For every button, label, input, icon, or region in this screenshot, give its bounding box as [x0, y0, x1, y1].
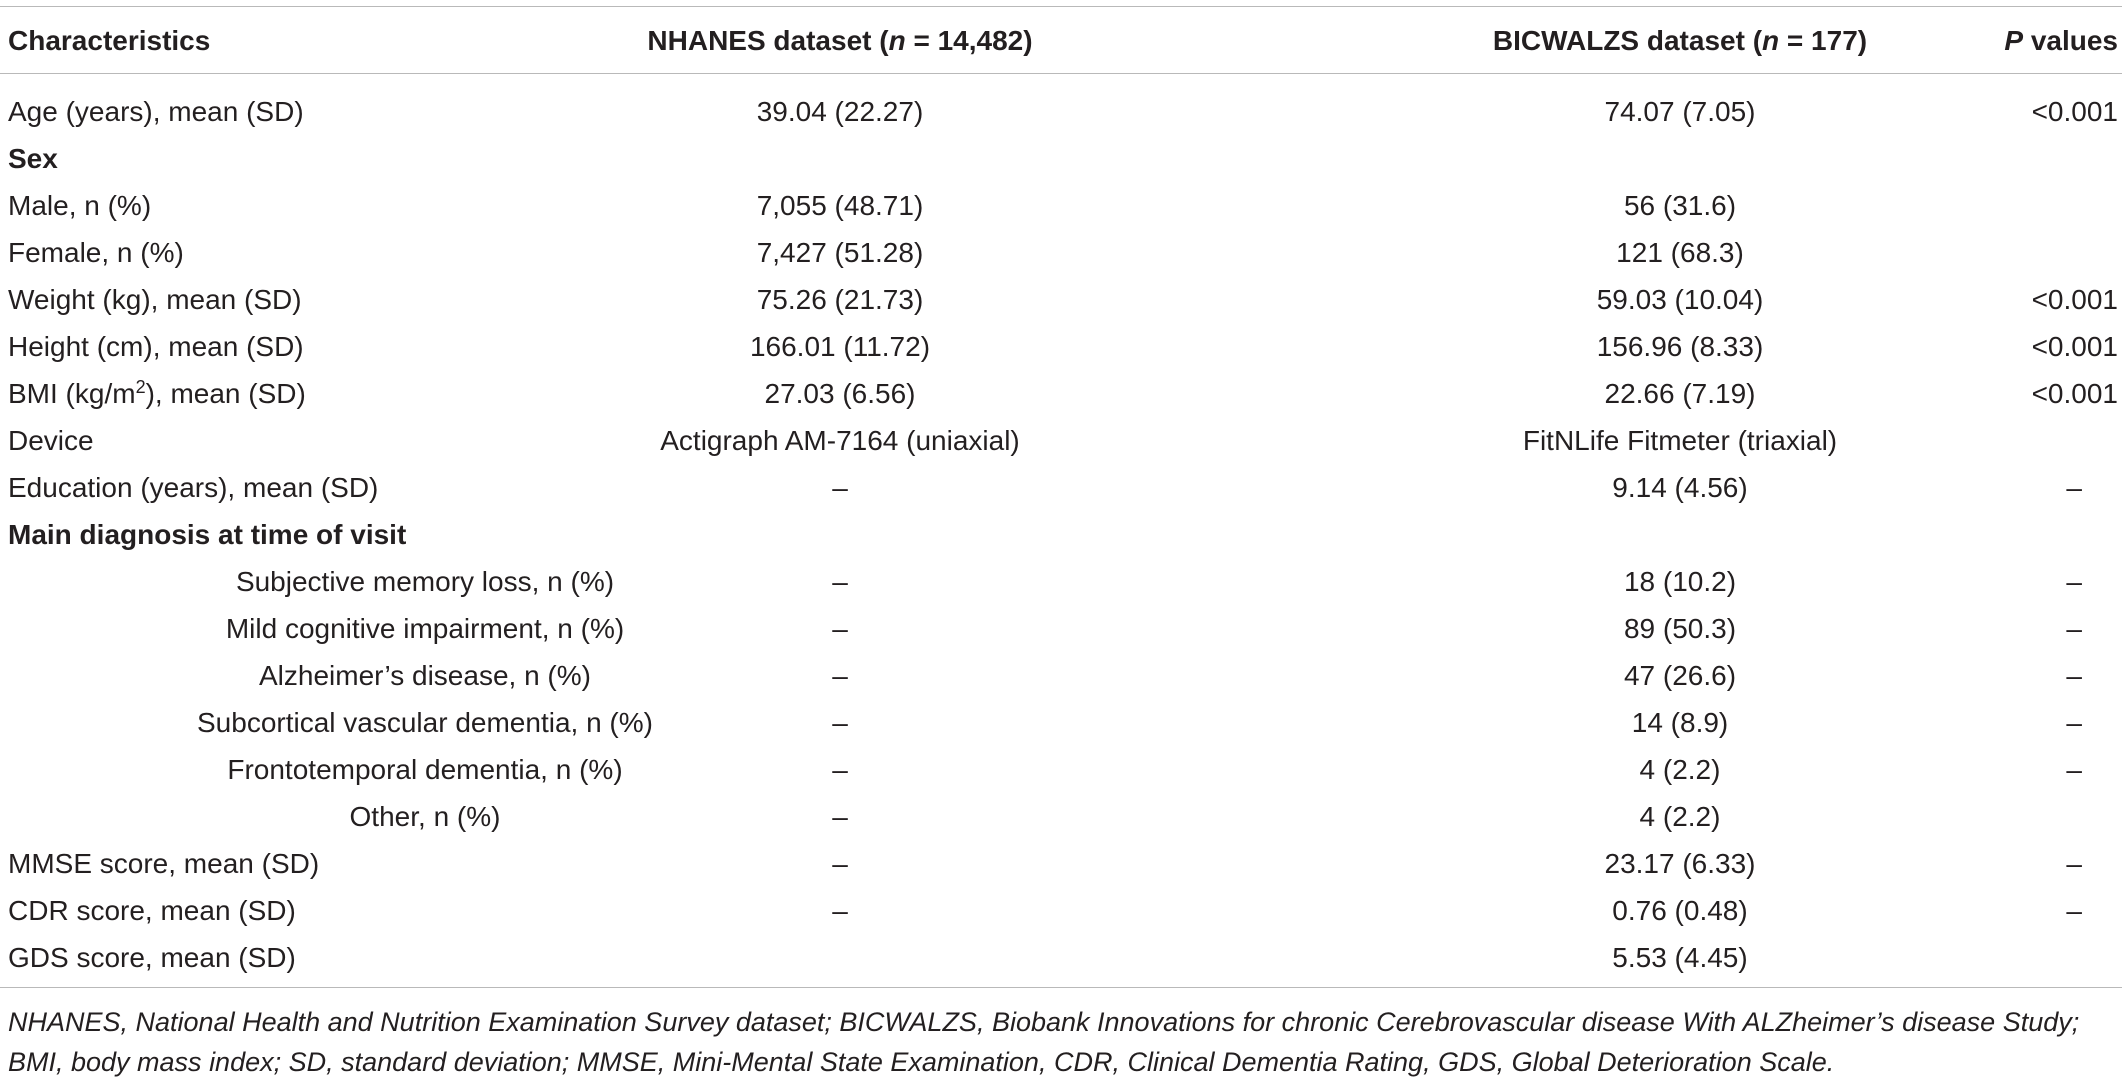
row-label: Device	[8, 425, 94, 456]
bicwalzs-value: 89 (50.3)	[1623, 613, 1737, 644]
row-label: Frontotemporal dementia, n (%)	[227, 754, 623, 785]
table-row	[0, 887, 2122, 934]
bicwalzs-value: 4 (2.2)	[1639, 754, 1721, 785]
table-row	[0, 605, 2122, 652]
bicwalzs-value: 121 (68.3)	[1616, 237, 1744, 268]
row-label: Male, n (%)	[8, 190, 152, 221]
row-label: Subcortical vascular dementia, n (%)	[197, 707, 653, 738]
row-label: CDR score, mean (SD)	[8, 895, 296, 926]
p-value: –	[2066, 660, 2082, 691]
table-row	[0, 840, 2122, 887]
bicwalzs-value: 22.66 (7.19)	[1604, 378, 1756, 409]
p-value: <0.001	[2031, 284, 2118, 315]
bicwalzs-value: 74.07 (7.05)	[1604, 96, 1756, 127]
nhanes-value: Actigraph AM-7164 (uniaxial)	[660, 425, 1020, 456]
bicwalzs-value: 14 (8.9)	[1631, 707, 1729, 738]
table-footnote: NHANES, National Health and Nutrition Examination Survey dataset; BICWALZS, Biobank Innovations for chronic Cerebrovascular disease With ALZheimer’s disease Study; BMI, body mass index; SD, standard deviation; MMSE, Mini-Mental State Examination, CDR, Clinical Dementia Rating, GDS, Global Deterioration Scale.	[8, 1007, 2080, 1077]
section-label: Sex	[8, 143, 58, 174]
nhanes-value: –	[832, 707, 848, 738]
p-value: –	[2066, 566, 2082, 597]
bicwalzs-value: 0.76 (0.48)	[1612, 895, 1748, 926]
header-characteristics: Characteristics	[8, 25, 211, 56]
bicwalzs-value: 56 (31.6)	[1623, 190, 1737, 221]
table-row	[0, 793, 2122, 840]
p-value: <0.001	[2031, 96, 2118, 127]
p-value: –	[2066, 707, 2082, 738]
p-value: –	[2066, 848, 2082, 879]
table-row	[0, 182, 2122, 229]
bicwalzs-value: 47 (26.6)	[1623, 660, 1737, 691]
table-row	[0, 370, 2122, 417]
bicwalzs-value: 59.03 (10.04)	[1596, 284, 1764, 315]
nhanes-value: 7,427 (51.28)	[756, 237, 924, 268]
table-row	[0, 323, 2122, 370]
table-row	[0, 276, 2122, 323]
row-label: Height (cm), mean (SD)	[8, 331, 304, 362]
table-row	[0, 417, 2122, 464]
nhanes-value: 75.26 (21.73)	[756, 284, 924, 315]
nhanes-value: –	[832, 801, 848, 832]
row-label: Age (years), mean (SD)	[8, 96, 304, 127]
nhanes-value: –	[832, 613, 848, 644]
bicwalzs-value: 156.96 (8.33)	[1596, 331, 1764, 362]
table-row	[0, 746, 2122, 793]
row-label: Female, n (%)	[8, 237, 184, 268]
row-label: Subjective memory loss, n (%)	[235, 566, 615, 597]
section-row-sex	[0, 135, 2122, 182]
row-label: Other, n (%)	[349, 801, 501, 832]
p-value: –	[2066, 613, 2082, 644]
nhanes-value: –	[832, 754, 848, 785]
bicwalzs-value: 18 (10.2)	[1623, 566, 1737, 597]
p-value: –	[2066, 472, 2082, 503]
header-bicwalzs: BICWALZS dataset (n = 177)	[1492, 25, 1868, 56]
nhanes-value: –	[832, 895, 848, 926]
table-header-rule	[0, 73, 2122, 74]
nhanes-value: 166.01 (11.72)	[749, 331, 931, 362]
row-label: Mild cognitive impairment, n (%)	[225, 613, 625, 644]
bicwalzs-value: 5.53 (4.45)	[1612, 942, 1748, 973]
nhanes-value: –	[832, 472, 848, 503]
p-value: –	[2066, 754, 2082, 785]
bicwalzs-value: FitNLife Fitmeter (triaxial)	[1522, 425, 1838, 456]
row-label: Education (years), mean (SD)	[8, 472, 379, 503]
bicwalzs-value: 9.14 (4.56)	[1612, 472, 1748, 503]
row-label: GDS score, mean (SD)	[8, 942, 296, 973]
table-row	[0, 652, 2122, 699]
row-label: BMI $(kg/m^2)$, mean (SD)	[8, 377, 306, 409]
table-header-row	[0, 17, 2122, 64]
p-value: <0.001	[2031, 378, 2118, 409]
nhanes-value: 27.03 (6.56)	[764, 378, 916, 409]
table-row	[0, 558, 2122, 605]
header-nhanes: NHANES dataset (n = 14,482)	[647, 25, 1033, 56]
row-label: MMSE score, mean (SD)	[8, 848, 320, 879]
table-row	[0, 699, 2122, 746]
nhanes-value: –	[832, 848, 848, 879]
nhanes-value: 39.04 (22.27)	[756, 96, 924, 127]
table-row	[0, 229, 2122, 276]
table-bottom-rule	[0, 987, 2122, 988]
row-label: Alzheimer’s disease, n (%)	[259, 660, 591, 691]
row-label: Weight (kg), mean (SD)	[8, 284, 302, 315]
table-row	[0, 934, 2122, 981]
p-value: <0.001	[2031, 331, 2118, 362]
header-p-values: P values	[2004, 25, 2118, 56]
p-value: –	[2066, 895, 2082, 926]
section-label: Main diagnosis at time of visit	[8, 519, 407, 550]
bicwalzs-value: 4 (2.2)	[1639, 801, 1721, 832]
nhanes-value: –	[832, 566, 848, 597]
nhanes-value: –	[832, 660, 848, 691]
table-row	[0, 88, 2122, 135]
section-row-diagnosis	[0, 511, 2122, 558]
nhanes-value: 7,055 (48.71)	[756, 190, 924, 221]
table-top-rule	[0, 6, 2122, 7]
table-row	[0, 464, 2122, 511]
bicwalzs-value: 23.17 (6.33)	[1604, 848, 1756, 879]
